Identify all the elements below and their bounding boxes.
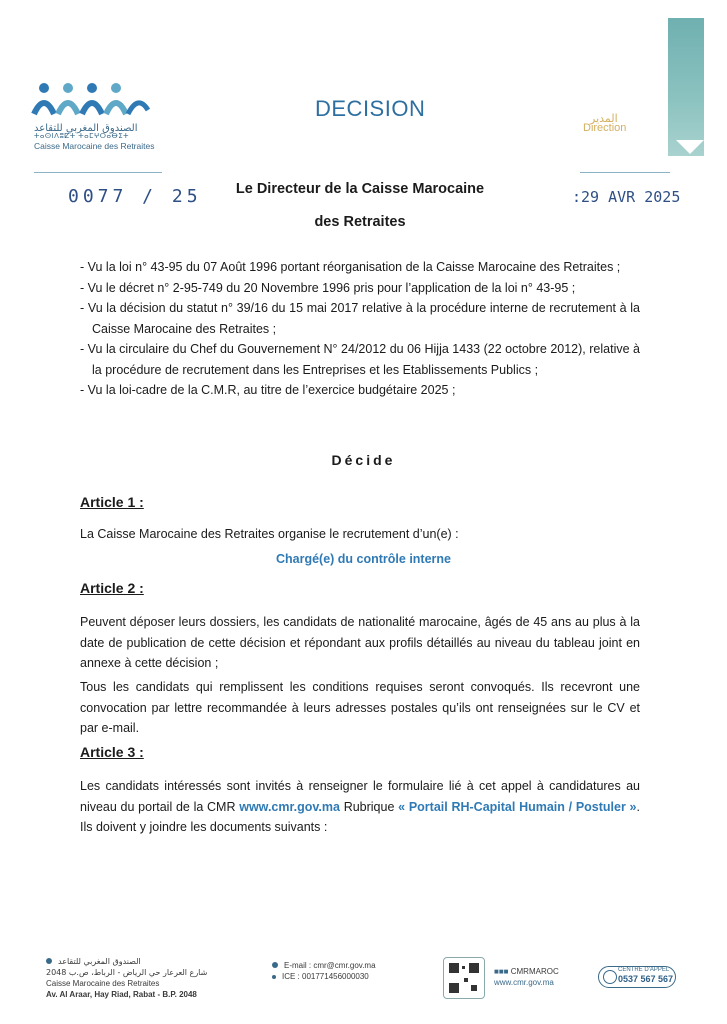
address-french-1: Caisse Marocaine des Retraites (46, 979, 160, 988)
decorative-teal-band (668, 18, 704, 156)
date-stamp: :29 AVR 2025 (572, 188, 681, 206)
social-icons: ■■■ (494, 967, 511, 976)
location-pin-icon (46, 958, 52, 964)
legal-reference: - Vu la circulaire du Chef du Gouvernement N° 24/2012 du 06 Hijja 1433 (22 octobre 2012), relative à la procédure de recrutement dans les Entreprises et les Etablissements Publics ; (80, 342, 640, 377)
article-1-text: La Caisse Marocaine des Retraites organise le recrutement d’un(e) : (80, 527, 459, 541)
header-rule-right (580, 172, 670, 173)
footer-address (46, 956, 207, 1000)
issuer-heading (210, 173, 510, 239)
header-rule-left (34, 172, 162, 173)
article-3-text-a: Les candidats intéressés sont invités à renseigner le formulaire lié à cet appel à candidatures au niveau du portail de la CMR (80, 779, 640, 814)
footer-social (494, 966, 559, 988)
footer-email: E-mail : cmr@cmr.gov.ma (284, 961, 376, 970)
email-icon (272, 962, 278, 968)
phone-icon (603, 970, 617, 984)
issuer-line-1: Le Directeur de la Caisse Marocaine (235, 181, 485, 197)
legal-reference: - Vu la loi-cadre de la C.M.R, au titre de l’exercice budgétaire 2025 ; (80, 383, 456, 397)
article-2-paragraph-2: Tous les candidats qui remplissent les conditions requises seront convoqués. Ils recevront une convocation par lettre recommandée à leurs adresses postales qu’ils ont renseignées sur le CV et par e-mail. (80, 680, 640, 735)
article-2-paragraph-1: Peuvent déposer leurs dossiers, les candidats de nationalité marocaine, âgés de 45 ans au plus à la date de publication de cette décision et répondant aux profils détaillés au niveau du tableau joint en annexe à cette décision ; (80, 615, 640, 670)
logo-arabic-text: الصندوق المغربي للتقاعد (34, 123, 138, 134)
article-1-heading: Article 1 : (80, 494, 144, 510)
call-center-number: 0537 567 567 (618, 974, 674, 984)
footer-contact (272, 960, 376, 982)
cmr-logo (30, 80, 160, 120)
direction-arabic: المدير (590, 112, 618, 125)
address-arabic-2: شارع العرعار حي الرياض - الرباط، ص.ب 2048 (46, 968, 208, 977)
address-arabic-1: الصندوق المغربي للتقاعد (58, 957, 141, 966)
footer-website[interactable]: www.cmr.gov.ma (494, 978, 554, 987)
document-title: DECISION (315, 96, 426, 121)
article-3-paragraph (80, 776, 640, 838)
legal-references-list (80, 257, 640, 401)
article-3-text-b: Rubrique (339, 799, 399, 814)
footer-ice: ICE : 001771456000030 (282, 972, 369, 981)
article-3-text-c: . Ils doivent y joindre les documents suivants : (80, 799, 640, 834)
decision-number-stamp: 0077 / 25 (68, 186, 202, 207)
bullet-icon (272, 975, 276, 979)
legal-reference: - Vu la loi n° 43-95 du 07 Août 1996 portant réorganisation de la Caisse Marocaine des Retraites ; (80, 260, 621, 274)
decide-heading: Décide (331, 452, 396, 468)
address-french-2: Av. Al Araar, Hay Riad, Rabat - B.P. 2048 (46, 990, 197, 999)
job-title: Chargé(e) du contrôle interne (275, 552, 452, 566)
logo-tifinagh-text: ⵜⴰⵙⵏⴷⵓⵇⵜ ⵜⴰⵎⵖⵔⴰⴱⵉⵜ (34, 132, 130, 140)
call-center-label: CENTRE D'APPEL (618, 967, 670, 973)
qr-code (443, 957, 485, 999)
legal-reference: - Vu le décret n° 2-95-749 du 20 Novembre 1996 pris pour l’application de la loi n° 43-95 ; (80, 280, 576, 295)
direction-french: Direction (583, 122, 627, 134)
social-handle: CMRMAROC (510, 967, 559, 976)
decorative-band-notch (676, 140, 704, 154)
issuer-line-2: des Retraites (314, 214, 406, 230)
legal-reference: - Vu la décision du statut n° 39/16 du 15 mai 2017 relative à la procédure interne de recrutement à la Caisse Marocaine des Retraites ; (80, 301, 640, 336)
cmr-website-link[interactable]: www.cmr.gov.ma (239, 799, 340, 814)
logo-french-text: Caisse Marocaine des Retraites (34, 141, 155, 151)
article-2-heading: Article 2 : (80, 580, 144, 596)
article-3-heading: Article 3 : (80, 744, 144, 760)
portal-rubrique-link[interactable]: « Portail RH-Capital Humain / Postuler » (398, 799, 637, 814)
